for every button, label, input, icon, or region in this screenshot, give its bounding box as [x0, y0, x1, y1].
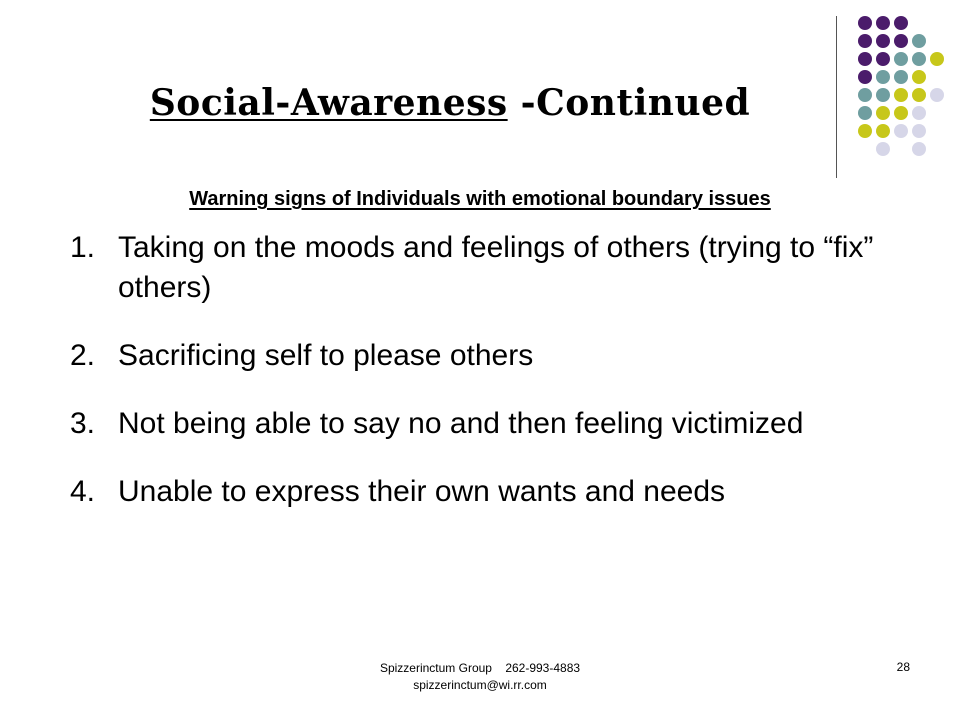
- list-text: Sacrificing self to please others: [118, 339, 534, 372]
- dot: [876, 124, 890, 138]
- list-text: Not being able to say no and then feeling victimized: [118, 407, 804, 440]
- dot: [912, 124, 926, 138]
- footer-company-phone: Spizzerinctum Group 262-993-4883: [379, 661, 581, 675]
- dot: [876, 16, 890, 30]
- dot: [858, 34, 872, 48]
- divider-line: [836, 16, 837, 178]
- dot: [858, 70, 872, 84]
- dot: [912, 70, 926, 84]
- title-underlined-part: Social-Awareness: [149, 82, 508, 124]
- dot: [876, 142, 890, 156]
- list-number: 2.: [70, 339, 96, 372]
- dot: [876, 70, 890, 84]
- dot: [876, 52, 890, 66]
- dot: [858, 16, 872, 30]
- dot: [894, 16, 908, 30]
- dot: [858, 88, 872, 102]
- dot: [858, 124, 872, 138]
- page-number: 28: [896, 660, 910, 674]
- dot: [912, 142, 926, 156]
- list-item: [70, 472, 890, 512]
- dot: [894, 70, 908, 84]
- footer: [330, 660, 630, 694]
- list-number: 4.: [70, 475, 96, 508]
- list-text: Unable to express their own wants and needs: [118, 475, 726, 508]
- dot: [858, 52, 872, 66]
- footer-email: spizzerinctum@wi.rr.com: [413, 678, 547, 692]
- dot: [930, 88, 944, 102]
- dot: [876, 88, 890, 102]
- list-number: 3.: [70, 407, 96, 440]
- dot: [912, 106, 926, 120]
- dot: [894, 106, 908, 120]
- list-number: 1.: [70, 231, 96, 264]
- list-item: [70, 336, 890, 376]
- dot: [912, 88, 926, 102]
- list-item: [70, 404, 890, 444]
- title-rest: -Continued: [507, 82, 751, 124]
- warning-signs-list: [70, 228, 890, 540]
- dot: [930, 52, 944, 66]
- dot: [894, 34, 908, 48]
- dot: [894, 124, 908, 138]
- dot: [912, 34, 926, 48]
- slide-title: [90, 82, 810, 124]
- list-text: Taking on the moods and feelings of others (trying to “fix” others): [118, 231, 874, 304]
- dot: [858, 106, 872, 120]
- slide-subtitle: Warning signs of Individuals with emotional boundary issues: [189, 188, 771, 210]
- dot: [894, 52, 908, 66]
- dot: [876, 106, 890, 120]
- list-item: [70, 228, 890, 308]
- dot: [876, 34, 890, 48]
- dot: [912, 52, 926, 66]
- dot: [894, 88, 908, 102]
